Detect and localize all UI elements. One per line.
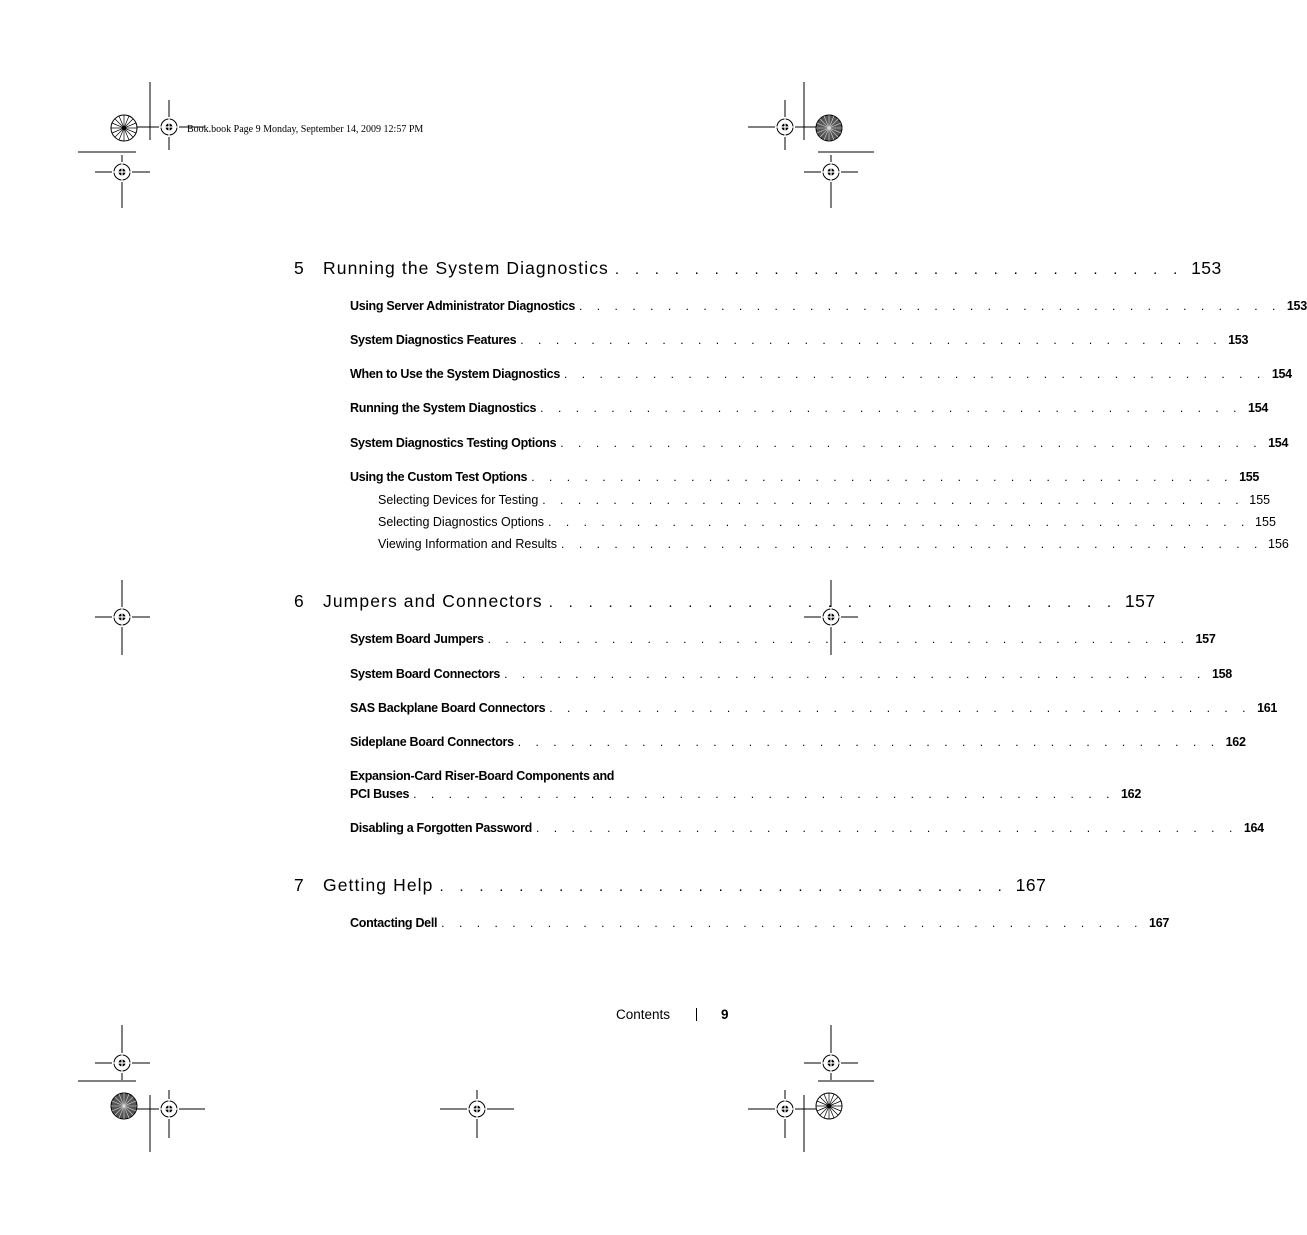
entry-page: 162 <box>1225 735 1246 749</box>
dot-leader: . . . . . . . . . . . . . . . . . . . . . . . . . . . . . . . . . . . . . . . . <box>542 493 1245 507</box>
toc-entry[interactable] <box>350 401 1269 419</box>
toc-subentry[interactable] <box>378 537 1289 555</box>
dot-leader: . . . . . . . . . . . . . . . . . . . . . . . . . . . . . . . . . . . . . . . . <box>517 735 1220 749</box>
entry-title: Expansion-Card Riser-Board Components and <box>350 769 615 783</box>
entry-title: Viewing Information and Results <box>378 537 558 551</box>
entry-title: Running the System Diagnostics <box>350 401 537 415</box>
dot-leader: . . . . . . . . . . . . . . . . . . . . . . . . . . . . . . . . . . . . . . . . <box>536 821 1238 835</box>
toc-entry[interactable] <box>350 333 1249 351</box>
dot-leader: . . . . . . . . . . . . . . . . . . . . . . . . . . . . . . . . . . . . . . . . <box>504 667 1206 681</box>
dot-leader: . . . . . . . . . . . . . . . . . . . . . . . . . . . . . . . . . . . . . . . . <box>540 401 1243 415</box>
dot-leader: . . . . . . . . . . . . . . . . . . . . . . . . . . . . . . . . . . . . . . . . <box>560 436 1263 450</box>
toc-entry-line-2[interactable] <box>350 787 1141 805</box>
toc-entry[interactable] <box>350 632 1216 650</box>
dot-leader: . . . . . . . . . . . . . . . . . . . . . . . . . . . . . . . . . . . . . . . . <box>413 787 1115 801</box>
toc-entry[interactable] <box>350 470 1260 488</box>
dot-leader: . . . . . . . . . . . . . . . . . . . . . . . . . . . . . . . . . . . . . . . . <box>520 333 1223 347</box>
print-slug: Book.book Page 9 Monday, September 14, 2009 12:57 PM <box>187 124 424 135</box>
toc-entry[interactable] <box>350 299 1307 317</box>
toc-entry[interactable] <box>350 916 1170 934</box>
dot-leader: . . . . . . . . . . . . . . . . . . . . . . . . . . . . . . . . . . . . . . . . <box>487 632 1190 646</box>
chapter-title: Running the System Diagnostics <box>323 258 609 278</box>
dot-leader: . . . . . . . . . . . . . . . . . . . . . . . . . . . . . . . . . . . . . . . . <box>531 470 1234 484</box>
entry-title: SAS Backplane Board Connectors <box>350 701 546 715</box>
entry-page: 155 <box>1255 515 1276 529</box>
entry-title: Sideplane Board Connectors <box>350 735 514 749</box>
chapter-heading[interactable] <box>294 591 1156 615</box>
footer-separator <box>696 1008 697 1021</box>
chapter-number: 6 <box>294 591 305 611</box>
dot-leader: . . . . . . . . . . . . . . . . . . . . . . . . . . . . . . . . . . . . . . . . <box>549 701 1252 715</box>
entry-page: 154 <box>1248 401 1269 415</box>
toc-subentry[interactable] <box>378 493 1271 511</box>
entry-page: 154 <box>1271 367 1292 381</box>
entry-page: 167 <box>1149 916 1170 930</box>
toc-entry[interactable] <box>350 436 1289 454</box>
entry-title: Contacting Dell <box>350 916 438 930</box>
chapter-title: Getting Help <box>323 875 434 895</box>
dot-leader: . . . . . . . . . . . . . . . . . . . . . . . . . . . . . <box>548 594 1117 611</box>
entry-page: 155 <box>1249 493 1271 507</box>
entry-page: 158 <box>1211 667 1232 681</box>
dot-leader: . . . . . . . . . . . . . . . . . . . . . . . . . . . . . . . . . . . . . . . . <box>579 299 1281 313</box>
entry-title: Disabling a Forgotten Password <box>350 821 532 835</box>
chapter-heading[interactable] <box>294 258 1222 282</box>
entry-page: 156 <box>1268 537 1289 551</box>
toc-entry[interactable] <box>350 735 1246 753</box>
entry-page: 162 <box>1121 787 1141 801</box>
toc-subentry[interactable] <box>378 515 1276 533</box>
entry-page: 153 <box>1286 299 1307 313</box>
page-footer <box>616 1006 736 1026</box>
chapter-page: 157 <box>1124 591 1156 611</box>
chapter-number: 7 <box>294 875 305 895</box>
dot-leader: . . . . . . . . . . . . . . . . . . . . . . . . . . . . . <box>614 261 1184 278</box>
entry-title: System Board Jumpers <box>350 632 484 646</box>
entry-page: 155 <box>1239 470 1260 484</box>
chapter-title: Jumpers and Connectors <box>323 591 543 611</box>
toc-entry[interactable] <box>350 367 1292 385</box>
entry-title: Using the Custom Test Options <box>350 470 528 484</box>
entry-title: Selecting Diagnostics Options <box>378 515 545 529</box>
dot-leader: . . . . . . . . . . . . . . . . . . . . . . . . . . . . . . . . . . . . . . . . <box>561 537 1263 551</box>
toc-entry[interactable] <box>350 701 1278 719</box>
dot-leader: . . . . . . . . . . . . . . . . . . . . . . . . . . . . . <box>439 878 1008 895</box>
dot-leader: . . . . . . . . . . . . . . . . . . . . . . . . . . . . . . . . . . . . . . . . <box>441 916 1144 930</box>
chapter-page: 153 <box>1191 258 1222 278</box>
entry-page: 164 <box>1243 821 1264 835</box>
dot-leader: . . . . . . . . . . . . . . . . . . . . . . . . . . . . . . . . . . . . . . . . <box>564 367 1266 381</box>
entry-title: Selecting Devices for Testing <box>378 493 539 507</box>
chapter-page: 167 <box>1015 875 1047 895</box>
entry-title: System Board Connectors <box>350 667 501 681</box>
entry-page: 157 <box>1195 632 1216 646</box>
chapter-number: 5 <box>294 258 305 278</box>
toc-entry[interactable] <box>350 667 1232 685</box>
footer-section: Contents <box>616 1007 671 1022</box>
entry-page: 153 <box>1228 333 1249 347</box>
entry-page: 154 <box>1268 436 1289 450</box>
dot-leader: . . . . . . . . . . . . . . . . . . . . . . . . . . . . . . . . . . . . . . . . <box>548 515 1250 529</box>
toc-entry-line-1[interactable] <box>350 769 688 787</box>
entry-title: When to Use the System Diagnostics <box>350 367 560 381</box>
entry-title: Using Server Administrator Diagnostics <box>350 299 576 313</box>
toc-entry[interactable] <box>350 821 1264 839</box>
entry-page: 161 <box>1257 701 1278 715</box>
page-number: 9 <box>721 1007 729 1022</box>
entry-title: System Diagnostics Testing Options <box>350 436 557 450</box>
entry-title-continued: PCI Buses <box>350 787 410 801</box>
chapter-heading[interactable] <box>294 875 1047 899</box>
entry-title: System Diagnostics Features <box>350 333 517 347</box>
